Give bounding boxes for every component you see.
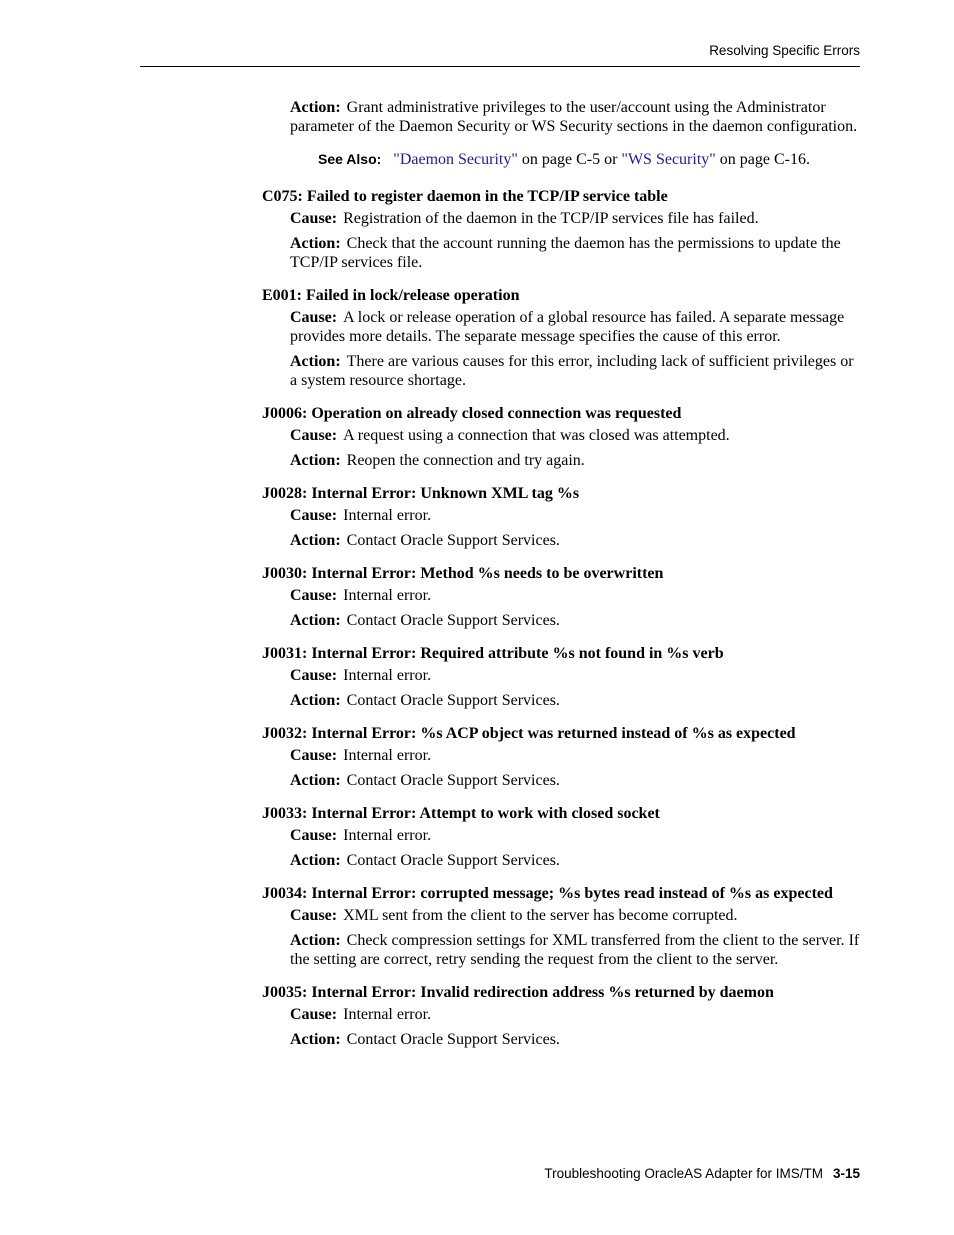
action-text: Contact Oracle Support Services. [346, 692, 560, 709]
error-entry [262, 724, 860, 790]
action-text: There are various causes for this error, including lack of sufficient privileges or a system resource shortage. [290, 353, 854, 389]
action-paragraph [290, 611, 860, 630]
error-entry [262, 644, 860, 710]
error-heading: J0031: Internal Error: Required attribute %s not found in %s verb [262, 645, 724, 662]
error-heading: J0006: Operation on already closed connection was requested [262, 405, 682, 422]
error-heading: J0030: Internal Error: Method %s needs to be overwritten [262, 565, 664, 582]
error-entry [262, 804, 860, 870]
cause-paragraph [290, 906, 860, 925]
error-heading: J0032: Internal Error: %s ACP object was returned instead of %s as expected [262, 725, 796, 742]
intro-action [290, 98, 860, 136]
action-text: Check compression settings for XML transferred from the client to the server. If the setting are correct, retry sending the request from the client to the server. [290, 932, 860, 968]
running-header: Resolving Specific Errors [709, 43, 860, 58]
cause-text: Internal error. [343, 1006, 432, 1023]
cause-paragraph [290, 746, 860, 765]
action-label: Action: [290, 772, 341, 789]
error-heading: J0035: Internal Error: Invalid redirection address %s returned by daemon [262, 984, 774, 1001]
action-label: Action: [290, 612, 341, 629]
see-also-text-1: on page C-5 or [517, 151, 622, 168]
cause-text: A lock or release operation of a global resource has failed. A separate message provides more details. The separate message specifies the cause of this error. [290, 309, 845, 345]
cause-text: Registration of the daemon in the TCP/IP services file has failed. [343, 210, 759, 227]
error-heading: J0028: Internal Error: Unknown XML tag %s [262, 485, 580, 502]
see-also-label: See Also: [318, 151, 382, 167]
error-entry [262, 983, 860, 1049]
action-label: Action: [290, 99, 341, 116]
see-also-text-2: on page C-16. [715, 151, 810, 168]
daemon-security-link[interactable]: "Daemon Security" [393, 151, 518, 168]
cause-text: Internal error. [343, 587, 432, 604]
page-number: 3-15 [832, 1166, 860, 1181]
action-text: Check that the account running the daemon has the permissions to update the TCP/IP services file. [290, 235, 841, 271]
error-heading: J0033: Internal Error: Attempt to work with closed socket [262, 805, 660, 822]
page-content [262, 98, 860, 1063]
cause-label: Cause: [290, 1006, 338, 1023]
action-text: Contact Oracle Support Services. [346, 1031, 560, 1048]
cause-label: Cause: [290, 210, 338, 227]
cause-label: Cause: [290, 427, 338, 444]
cause-text: A request using a connection that was closed was attempted. [343, 427, 730, 444]
header-rule [140, 66, 860, 67]
action-paragraph [290, 234, 860, 272]
action-label: Action: [290, 692, 341, 709]
page-footer [544, 1166, 860, 1181]
error-entries [262, 187, 860, 1049]
cause-paragraph [290, 1005, 860, 1024]
action-paragraph [290, 851, 860, 870]
cause-paragraph [290, 666, 860, 685]
action-label: Action: [290, 452, 341, 469]
action-paragraph [290, 771, 860, 790]
action-text: Contact Oracle Support Services. [346, 852, 560, 869]
action-text: Contact Oracle Support Services. [346, 772, 560, 789]
action-label: Action: [290, 353, 341, 370]
action-paragraph [290, 691, 860, 710]
cause-label: Cause: [290, 827, 338, 844]
cause-text: XML sent from the client to the server has become corrupted. [343, 907, 738, 924]
action-label: Action: [290, 1031, 341, 1048]
cause-text: Internal error. [343, 507, 432, 524]
error-entry [262, 404, 860, 470]
error-entry [262, 884, 860, 969]
cause-label: Cause: [290, 507, 338, 524]
action-paragraph [290, 531, 860, 550]
cause-label: Cause: [290, 587, 338, 604]
error-heading: J0034: Internal Error: corrupted message; %s bytes read instead of %s as expected [262, 885, 833, 902]
cause-label: Cause: [290, 309, 338, 326]
cause-text: Internal error. [343, 667, 432, 684]
action-label: Action: [290, 235, 341, 252]
action-paragraph [290, 1030, 860, 1049]
cause-paragraph [290, 826, 860, 845]
cause-paragraph [290, 209, 860, 228]
cause-paragraph [290, 308, 860, 346]
error-entry [262, 187, 860, 272]
cause-label: Cause: [290, 907, 338, 924]
action-label: Action: [290, 932, 341, 949]
action-text: Grant administrative privileges to the user/account using the Administrator parameter of the Daemon Security or WS Security sections in the daemon configuration. [290, 99, 858, 135]
action-text: Contact Oracle Support Services. [346, 532, 560, 549]
error-entry [262, 484, 860, 550]
action-label: Action: [290, 852, 341, 869]
action-paragraph [290, 931, 860, 969]
ws-security-link[interactable]: "WS Security" [621, 151, 716, 168]
cause-paragraph [290, 426, 860, 445]
see-also-note [318, 150, 860, 169]
cause-label: Cause: [290, 747, 338, 764]
action-label: Action: [290, 532, 341, 549]
footer-doc-title: Troubleshooting OracleAS Adapter for IMS/TM [544, 1166, 823, 1181]
cause-text: Internal error. [343, 827, 432, 844]
error-heading: E001: Failed in lock/release operation [262, 287, 520, 304]
error-entry [262, 564, 860, 630]
action-text: Reopen the connection and try again. [346, 452, 585, 469]
cause-paragraph [290, 506, 860, 525]
cause-paragraph [290, 586, 860, 605]
action-paragraph [290, 451, 860, 470]
cause-text: Internal error. [343, 747, 432, 764]
error-entry [262, 286, 860, 390]
action-text: Contact Oracle Support Services. [346, 612, 560, 629]
cause-label: Cause: [290, 667, 338, 684]
action-paragraph [290, 352, 860, 390]
error-heading: C075: Failed to register daemon in the TCP/IP service table [262, 188, 668, 205]
